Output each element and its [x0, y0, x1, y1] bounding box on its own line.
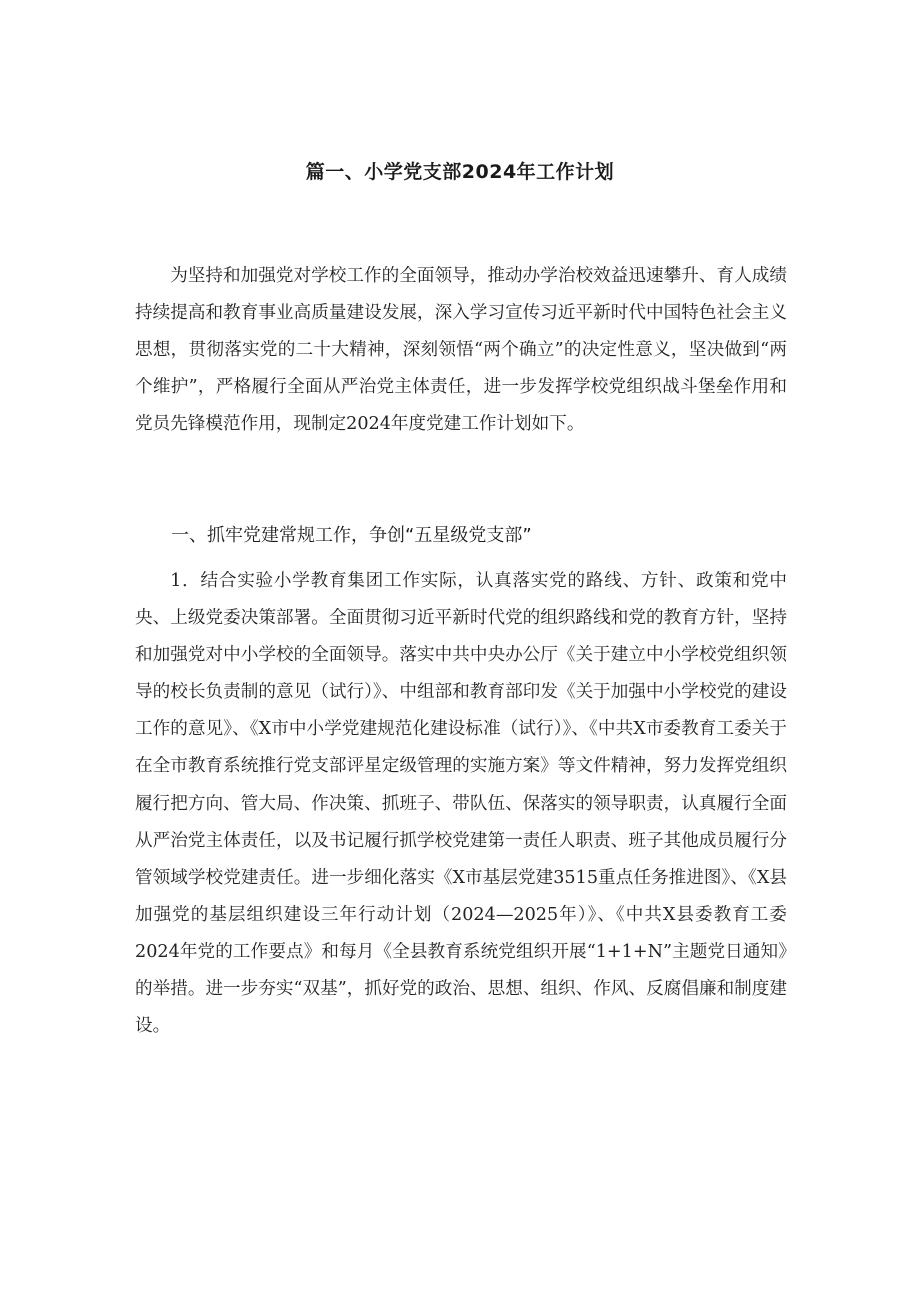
- intro-paragraph: 为坚持和加强党对学校工作的全面领导，推动办学治校效益迅速攀升、育人成绩持续提高和教育事业高质量建设发展，深入学习宣传习近平新时代中国特色社会主义思想，贯彻落实党的二十大精神，深刻领悟“两个确立”的决定性意义，坚决做到“两个维护”，严格履行全面从严治党主体责任，进一步发挥学校党组织战斗堡垒作用和党员先锋模范作用，现制定2024年度党建工作计划如下。: [135, 266, 787, 435]
- section-paragraph: 1．结合实验小学教育集团工作实际，认真落实党的路线、方针、政策和党中央、上级党委决策部署。全面贯彻习近平新时代党的组织路线和党的教育方针，坚持和加强党对中小学校的全面领导。落实中共中央办公厅《关于建立中小学校党组织领导的校长负责制的意见（试行）》、中组部和教育部印发《关于加强中小学校党的建设工作的意见》、《X市中小学党建规范化建设标准（试行）》、《中共X市委教育工委关于在全市教育系统推行党支部评星定级管理的实施方案》等文件精神，努力发挥党组织履行把方向、管大局、作决策、抓班子、带队伍、保落实的领导职责，认真履行全面从严治党主体责任，以及书记履行抓学校党建第一责任人职责、班子其他成员履行分管领域学校党建责任。进一步细化落实《X市基层党建3515重点任务推进图》、《X县加强党的基层组织建设三年行动计划（2024—2025年）》、《中共X县委教育工委2024年党的工作要点》和每月《全县教育系统党组织开展“1+1+N”主题党日通知》的举措。进一步夯实“双基”，抓好党的政治、思想、组织、作风、反腐倡廉和制度建设。: [135, 571, 787, 1037]
- document-title: 篇一、小学党支部2024年工作计划: [305, 161, 615, 183]
- section-heading: 一、抓牢党建常规工作，争创“五星级党支部”: [171, 525, 532, 546]
